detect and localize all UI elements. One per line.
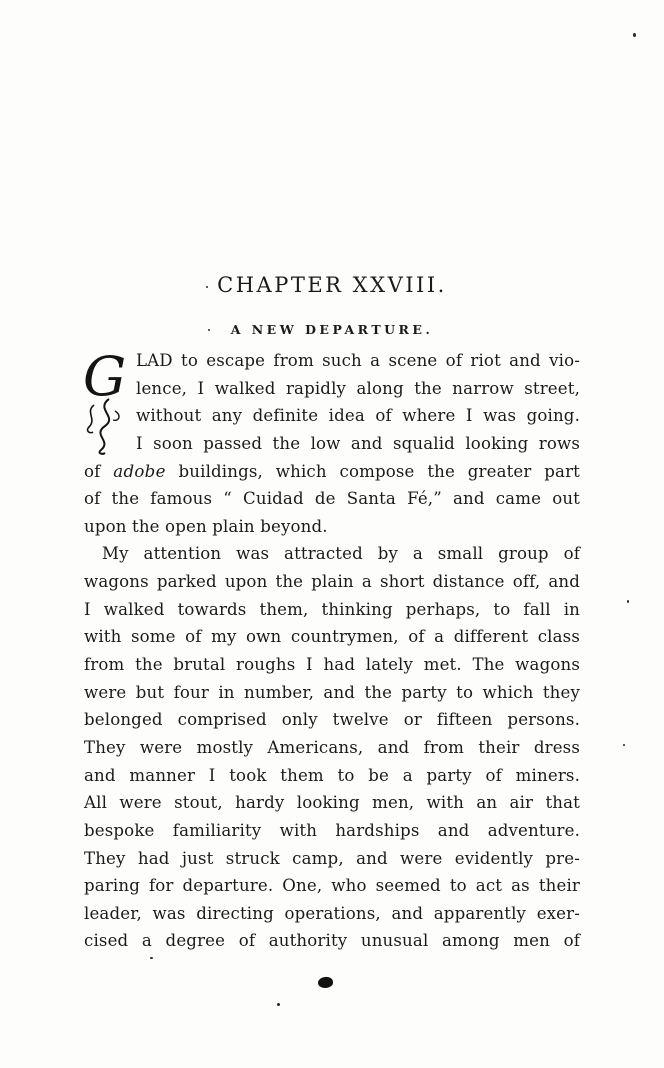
ink-speck [150, 957, 153, 959]
ink-speck [627, 600, 629, 603]
italic-word: adobe [113, 461, 166, 481]
text-line: I walked towards them, thinking perhaps, to fall in [84, 599, 580, 619]
text-line: LAD to escape from such a scene of riot and vio- [136, 351, 580, 370]
text-line: They were mostly Americans, and from their dress [84, 737, 580, 757]
ink-speck [277, 1003, 280, 1006]
text-line: from the brutal roughs I had lately met. The wagons [84, 655, 580, 675]
drop-cap-initial [82, 349, 134, 457]
ink-speck [208, 329, 210, 331]
text-line: of the famous “ Cuidad de Santa Fé,” and came out [84, 489, 580, 509]
text-line: belonged comprised only twelve or fifteen persons. [84, 710, 580, 730]
chapter-heading: CHAPTER XXVIII. [217, 273, 447, 297]
text-line: They had just struck camp, and were evidently pre- [84, 848, 580, 868]
text-line: lence, I walked rapidly along the narrow street, [136, 378, 580, 398]
text-line: wagons parked upon the plain a short distance off, and [84, 572, 580, 592]
text-line: were but four in number, and the party to which they [84, 682, 580, 702]
ink-speck [206, 286, 208, 288]
text-line: My attention was attracted by a small group of [102, 544, 580, 564]
body-text [84, 347, 580, 955]
svg-text:G: G [83, 349, 127, 408]
ink-speck [623, 744, 625, 746]
ink-blot-ornament-icon [317, 976, 333, 989]
text-line: with some of my own countrymen, of a different class [84, 627, 580, 647]
text-line: All were stout, hardy looking men, with an air that [84, 793, 580, 813]
text-line: of adobe buildings, which compose the greater part [84, 461, 581, 481]
text-line: cised a degree of authority unusual among men of [84, 931, 580, 951]
text-line: without any definite idea of where I was going. [136, 406, 580, 426]
ink-speck [633, 33, 636, 37]
text-line: I soon passed the low and squalid looking rows [136, 433, 580, 453]
paragraph [84, 347, 580, 540]
text-line: leader, was directing operations, and apparently exer- [84, 903, 580, 923]
paragraph [84, 540, 580, 955]
section-heading: A NEW DEPARTURE. [230, 322, 434, 337]
text-line: upon the open plain beyond. [84, 516, 328, 536]
text-line: bespoke familiarity with hardships and adventure. [84, 820, 580, 840]
text-line: paring for departure. One, who seemed to act as their [84, 876, 580, 896]
text-line: and manner I took them to be a party of miners. [84, 765, 580, 785]
